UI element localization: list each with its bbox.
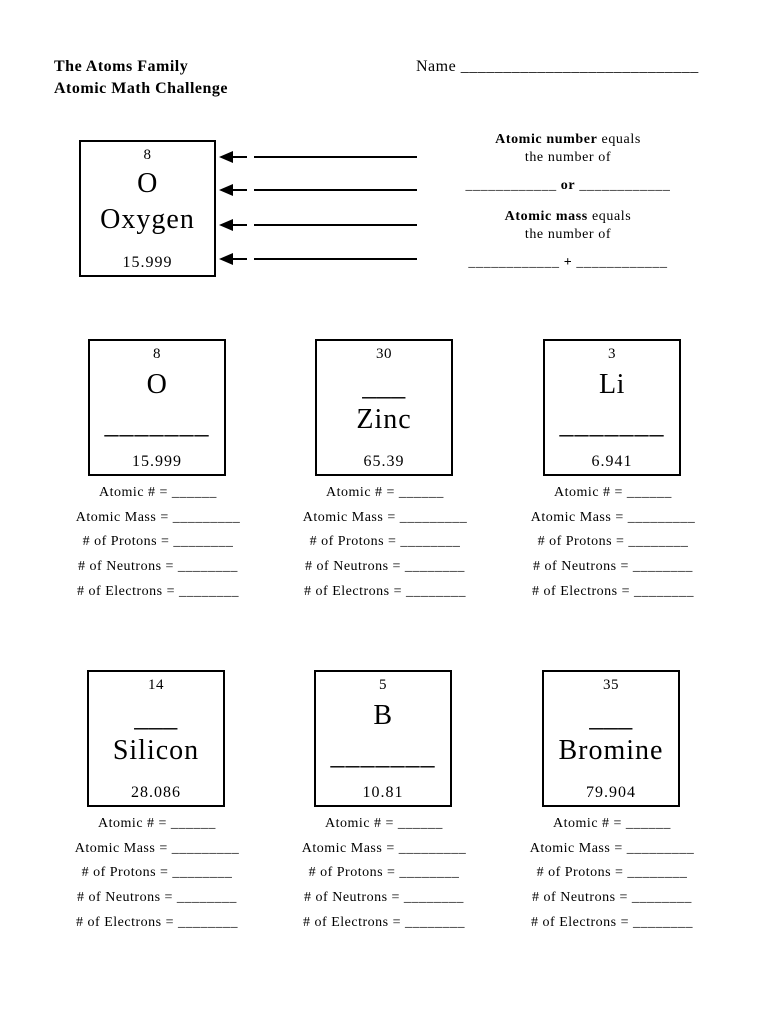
example-atomic-number: 8 [143,147,152,163]
atomic-number-question: Atomic # = ______ [325,816,443,831]
atomic-number: 30 [376,346,392,362]
atomic-number-question: Atomic # = ______ [553,816,671,831]
blank-b: ____________ [579,178,671,193]
element-name: Zinc [356,404,412,435]
electrons-question: # of Electrons = ________ [532,583,694,599]
element-symbol: B [373,700,393,731]
blank-c: ____________ [468,255,560,270]
blank-d: ____________ [576,255,668,270]
atomic-number-question: Atomic # = ______ [99,485,217,500]
plus-text: + [563,255,573,270]
equals-text: equals [587,209,632,224]
atomic-mass: 79.904 [586,784,636,801]
number-of-text: the number of [524,227,612,242]
atomic-mass-question: Atomic Mass = _________ [302,509,468,525]
example-element-tile [79,140,216,277]
element-tile [542,670,680,807]
element-name: Silicon [112,735,200,766]
question-list [58,481,258,604]
left-arrow-icon [219,184,247,196]
element-symbol: O [146,369,168,400]
element-tile [315,339,453,476]
arrow-line [254,189,417,191]
question-list [284,812,484,935]
element-symbol: ___ [134,702,178,733]
electrons-question: # of Electrons = ________ [304,583,466,599]
atomic-mass-question: Atomic Mass = _________ [301,840,467,856]
atomic-mass: 28.086 [131,784,181,801]
atomic-number-term: Atomic number [495,132,598,147]
atomic-number: 14 [148,677,164,693]
left-arrow-icon [219,253,247,265]
name-field-label: Name ____________________________ [416,58,699,75]
atomic-mass: 10.81 [362,784,404,801]
neutrons-question: # of Neutrons = ________ [305,559,465,575]
or-text: or [560,178,576,193]
element-tile [87,670,225,807]
protons-question: # of Protons = ________ [537,534,689,550]
blank-a: ____________ [465,178,557,193]
atomic-mass: 15.999 [132,453,182,470]
protons-question: # of Protons = ________ [81,865,233,881]
atomic-number-definition [440,131,696,195]
element-name: Bromine [558,735,664,766]
question-list [512,812,712,935]
neutrons-question: # of Neutrons = ________ [533,559,693,575]
left-arrow-icon [219,151,247,163]
element-symbol: ___ [589,702,633,733]
atomic-mass: 6.941 [591,453,633,470]
example-atomic-mass: 15.999 [122,254,173,271]
electrons-question: # of Electrons = ________ [76,914,238,930]
question-list [57,812,257,935]
atomic-number: 35 [603,677,619,693]
protons-question: # of Protons = ________ [309,534,461,550]
atomic-number-question: Atomic # = ______ [98,816,216,831]
element-tile [314,670,452,807]
element-symbol: ___ [362,371,406,402]
element-name: _______ [330,740,436,771]
atomic-mass-definition [440,208,696,272]
element-name: _______ [559,409,665,440]
protons-question: # of Protons = ________ [308,865,460,881]
atomic-number: 5 [379,677,387,693]
arrow-line [254,258,417,260]
atomic-number: 3 [608,346,616,362]
question-list [513,481,713,604]
neutrons-question: # of Neutrons = ________ [78,559,238,575]
element-tile [543,339,681,476]
atomic-mass-question: Atomic Mass = _________ [529,840,695,856]
question-list [285,481,485,604]
left-arrow-icon [219,219,247,231]
protons-question: # of Protons = ________ [536,865,688,881]
protons-question: # of Protons = ________ [82,534,234,550]
arrow-line [254,156,417,158]
element-symbol: Li [599,369,625,400]
atomic-mass: 65.39 [363,453,405,470]
example-symbol: O [137,168,158,199]
atomic-number-question: Atomic # = ______ [554,485,672,500]
electrons-question: # of Electrons = ________ [77,583,239,599]
atomic-number: 8 [153,346,161,362]
equals-text: equals [597,132,641,147]
neutrons-question: # of Neutrons = ________ [532,890,692,906]
neutrons-question: # of Neutrons = ________ [77,890,237,906]
atomic-mass-question: Atomic Mass = _________ [74,840,240,856]
arrow-line [254,224,417,226]
element-name: _______ [104,409,210,440]
electrons-question: # of Electrons = ________ [303,914,465,930]
worksheet-subtitle: Atomic Math Challenge [54,80,229,97]
worksheet-title: The Atoms Family [54,58,189,75]
neutrons-question: # of Neutrons = ________ [304,890,464,906]
atomic-number-question: Atomic # = ______ [326,485,444,500]
atomic-mass-term: Atomic mass [504,209,588,224]
example-name: Oxygen [100,204,195,235]
element-tile [88,339,226,476]
number-of-text: the number of [524,150,612,165]
atomic-mass-question: Atomic Mass = _________ [530,509,696,525]
electrons-question: # of Electrons = ________ [531,914,693,930]
atomic-mass-question: Atomic Mass = _________ [75,509,241,525]
